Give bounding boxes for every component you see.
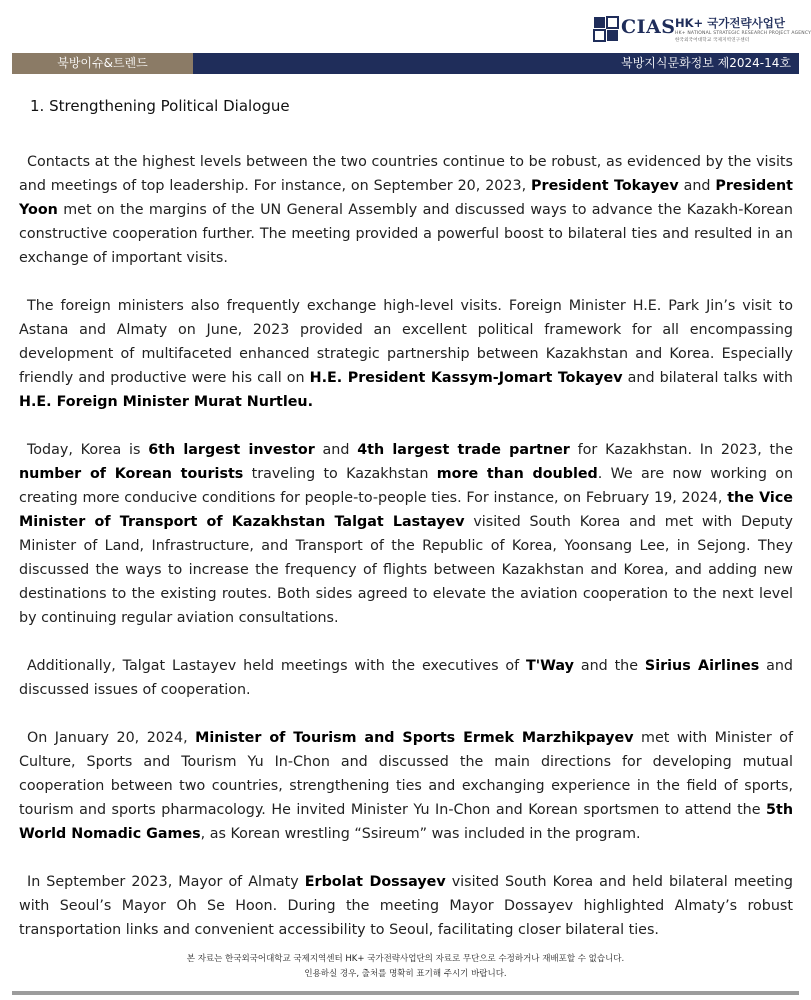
body-text: and discussed issues of cooperation.: [19, 658, 794, 698]
body-text: met on the margins of the UN General Assembly and discussed ways to advance the Kazakh-Korean constructive cooperation further. The meeting provided a powerful boost to bilateral ties and resulted in an exchange of important visits.: [19, 202, 793, 266]
body-text: and: [314, 442, 358, 458]
body-text: In September 2023, Mayor of Almaty: [27, 874, 305, 890]
body-text: On January 20, 2024,: [27, 730, 196, 746]
footer-line-2: 인용하실 경우, 출처를 명확히 표기해 주시기 바랍니다.: [304, 969, 507, 979]
body-text: . We are now working on creating more conducive conditions for people-to-people ties. For instance, on February 19, 2024,: [19, 466, 794, 506]
org-sub-ko: 한국외국어대학교 국제지역연구센터: [675, 38, 750, 43]
section-heading: 1. Strengthening Political Dialogue: [30, 97, 290, 115]
body-text: Additionally, Talgat Lastayev held meetings with the executives of: [27, 658, 527, 674]
header-banner: [12, 53, 799, 74]
body-text: Today, Korea is: [27, 442, 149, 458]
emphasis-text: the Vice Minister of Transport of Kazakhstan Talgat Lastayev: [19, 490, 793, 530]
body-text: and bilateral talks with: [622, 370, 793, 386]
body-text: and the: [573, 658, 645, 674]
body-text: , as Korean wrestling “Ssireum” was included in the program.: [200, 826, 641, 842]
body-text: for Kazakhstan. In 2023, the: [569, 442, 793, 458]
cias-logo: [593, 14, 811, 44]
issue-label: 북방지식문화정보 제2024-14호: [621, 56, 791, 70]
footer-line-1: 본 자료는 한국외국어대학교 국제지역센터 HK+ 국가전략사업단의 자료로 무단으로 수정하거나 재배포할 수 없습니다.: [186, 954, 625, 964]
paragraph-5: [19, 726, 793, 846]
emphasis-text: H.E. Foreign Minister Murat Nurtleu.: [19, 394, 314, 410]
emphasis-text: Sirius Airlines: [644, 658, 760, 674]
body-text: Contacts at the highest levels between the two countries continue to be robust, as evidenced by the visits and meetings of top leadership. For instance, on September 20, 2023,: [19, 154, 793, 194]
bottom-rule: [12, 991, 799, 995]
body-text: met with Minister of Culture, Sports and Tourism Yu In-Chon and discussed the main directions for developing mutual cooperation between two countries, strengthening ties and exchanging experience in the field of sports, tourism and sports pharmacology. He invited Minister Yu In-Chon and Korean sportsmen to attend the: [19, 730, 793, 818]
body-text: visited South Korea and met with Deputy Minister of Land, Infrastructure, and Transport of the Republic of Korea, Yoonsang Lee, in Sejong. They discussed the ways to increase the frequency of flights between Kazakhstan and Korea, and adding new destinations to the existing routes. Both sides agreed to elevate the aviation cooperation to the next level by continuing regular aviation consultations.: [19, 514, 793, 626]
emphasis-text: 5th World Nomadic Games: [19, 802, 793, 842]
emphasis-text: 4th largest trade partner: [357, 442, 570, 458]
body-text: and: [678, 178, 716, 194]
emphasis-text: more than doubled: [436, 466, 598, 482]
emphasis-text: Erbolat Dossayev: [304, 874, 446, 890]
copyright-footer: [0, 952, 811, 982]
org-name: HK+ 국가전략사업단: [675, 16, 785, 30]
paragraph-4: [19, 654, 793, 702]
paragraph-6: [19, 870, 793, 942]
paragraph-1: [19, 150, 793, 270]
article-body: [19, 150, 793, 966]
org-sub-en: HK+ NATIONAL STRATEGIC RESEARCH PROJECT AGENCY: [675, 31, 811, 36]
body-text: The foreign ministers also frequently exchange high-level visits. Foreign Minister H.E. Park Jin’s visit to Astana and Almaty on June, 2023 provided an excellent political framework for all encompassing development of multifaceted enhanced strategic partnership between Kazakhstan and Korea. Especially friendly and productive were his call on: [19, 298, 793, 386]
emphasis-text: T'Way: [526, 658, 574, 674]
emphasis-text: President Tokayev: [531, 178, 679, 194]
section-label: 북방이슈&트렌드: [12, 53, 193, 74]
emphasis-text: H.E. President Kassym-Jomart Tokayev: [309, 370, 623, 386]
logo-text: CIAS: [621, 16, 676, 38]
body-text: traveling to Kazakhstan: [243, 466, 437, 482]
emphasis-text: President Yoon: [19, 178, 793, 218]
paragraph-2: [19, 294, 793, 414]
cias-emblem-icon: [593, 16, 619, 42]
paragraph-3: [19, 438, 793, 630]
emphasis-text: number of Korean tourists: [19, 466, 244, 482]
body-text: visited South Korea and held bilateral meeting with Seoul’s Mayor Oh Se Hoon. During the meeting Mayor Dossayev highlighted Almaty’s robust transportation links and convenient accessibility to Seoul, facilitating closer bilateral ties.: [19, 874, 793, 938]
emphasis-text: Minister of Tourism and Sports Ermek Marzhikpayev: [195, 730, 634, 746]
emphasis-text: 6th largest investor: [148, 442, 315, 458]
